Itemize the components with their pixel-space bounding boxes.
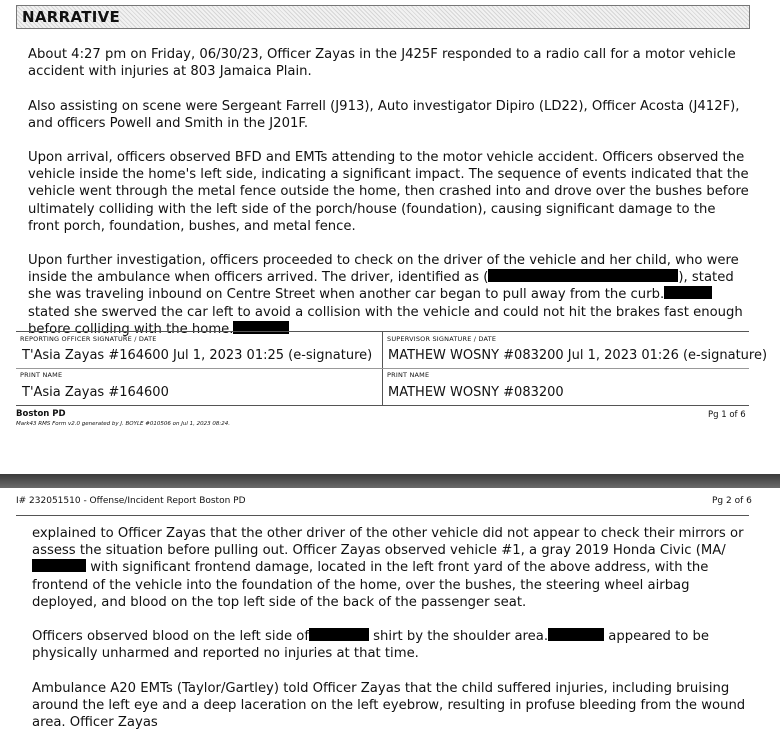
redaction-block	[488, 269, 678, 282]
supervisor-print-name: MATHEW WOSNY #083200	[388, 385, 564, 400]
narrative-section-header	[16, 5, 750, 29]
table-divider	[16, 368, 749, 369]
paragraph-1-part-b: with significant frontend damage, located in the left front yard of the above address, with the frontend of the vehicle into the foundation of the home, over the bushes, the steering wheel airbag deployed, and blood on the top left side of the back of the passenger seat.	[32, 560, 709, 610]
redaction-block	[548, 628, 604, 641]
reporting-signature-label: REPORTING OFFICER SIGNATURE / DATE	[20, 335, 157, 343]
reporting-signature-value: T'Asia Zayas #164600 Jul 1, 2023 01:25 (e-signature)	[22, 348, 373, 363]
narrative-title: NARRATIVE	[22, 8, 121, 26]
header-divider	[16, 515, 749, 516]
narrative-paragraph-2: Also assisting on scene were Sergeant Farrell (J913), Auto investigator Dipiro (LD22), Officer Acosta (J412F), and officers Powell and Smith in the J201F.	[28, 99, 740, 132]
redaction-block	[32, 559, 86, 572]
paragraph-2-part-c: appeared to be physically unharmed and reported no injuries at that time.	[32, 629, 710, 662]
narrative-continued-paragraph-1	[32, 525, 750, 611]
narrative-continued-paragraph-3: Ambulance A20 EMTs (Taylor/Gartley) told Officer Zayas that the child suffered injuries, including bruising around the left eye and a deep laceration on the left eyebrow, resulting in profuse bleeding from the wound area. Officer Zayas	[32, 681, 746, 731]
redaction-block	[664, 286, 712, 299]
paragraph-4-part-c: stated she swerved the car left to avoid a collision with the vehicle and could not hit the brakes fast enough before colliding with the home.	[28, 304, 743, 337]
reporting-print-name: T'Asia Zayas #164600	[22, 385, 169, 400]
reporting-print-name-label: PRINT NAME	[20, 371, 63, 379]
narrative-paragraph-3: Upon arrival, officers observed BFD and EMTs attending to the motor vehicle accident. Officers observed the vehicle inside the home's left side, indicating a significant impact. The sequence of events indicated that the vehicle went through the metal fence outside the home, then crashed into and drove over the bushes before ultimately colliding with the left side of the porch/house (foundation), causing significant damage to the front porch, foundation, bushes, and metal fence.	[28, 150, 749, 234]
paragraph-1-part-a: explained to Officer Zayas that the other driver of the other vehicle did not appear to check their mirrors or assess the situation before pulling out. Officer Zayas observed vehicle #1, a gray 2019 Honda Civic (MA/	[32, 526, 744, 559]
paragraph-2-part-a: Officers observed blood on the left side of	[32, 629, 309, 644]
paragraph-4-part-a: Upon further investigation, officers proceeded to check on the driver of the vehicle and her child, who were inside the ambulance when officers arrived. The driver, identified as (	[28, 253, 739, 286]
redaction-block	[309, 628, 369, 641]
narrative-paragraph-4	[28, 252, 750, 338]
form-generated-note: Mark43 RMS Form v2.0 generated by J. BOYLE #010506 on Jul 1, 2023 08:24.	[16, 421, 230, 427]
report-page-2	[0, 488, 780, 731]
narrative-paragraph-1: About 4:27 pm on Friday, 06/30/23, Officer Zayas in the J425F responded to a radio call for a motor vehicle accident with injuries at 803 Jamaica Plain.	[28, 47, 736, 80]
page-number: Pg 2 of 6	[712, 496, 752, 506]
supervisor-signature-value: MATHEW WOSNY #083200 Jul 1, 2023 01:26 (e-signature)	[388, 348, 768, 363]
supervisor-signature-label: SUPERVISOR SIGNATURE / DATE	[387, 335, 497, 343]
incident-report-header: I# 232051510 - Offense/Incident Report Boston PD	[16, 496, 246, 506]
supervisor-print-name-label: PRINT NAME	[387, 371, 430, 379]
agency-name: Boston PD	[16, 409, 66, 419]
narrative-continued-paragraph-2	[32, 628, 750, 662]
paragraph-4-part-b: ), stated she was traveling inbound on Centre Street when another car began to pull away from the curb.	[28, 270, 734, 303]
page-number: Pg 1 of 6	[708, 410, 746, 420]
page-separator	[0, 474, 780, 488]
signature-table	[16, 331, 768, 406]
paragraph-2-part-b: shirt by the shoulder area.	[373, 629, 549, 644]
